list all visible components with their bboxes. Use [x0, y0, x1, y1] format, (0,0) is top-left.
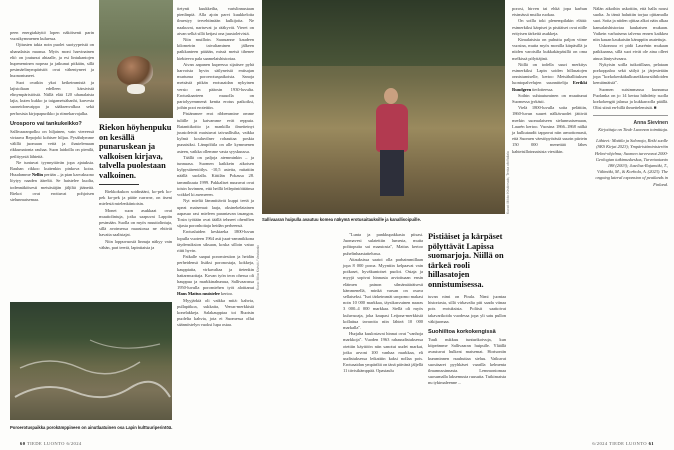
reindeer-corral-aerial-photo	[10, 302, 172, 420]
paragraph: "Lunta ja pankkupakkasia piisasi. Juomavesi sulatettiin lumesta, mutta polttopuita sai maastosta", Mattus kertoo puhelinhaastattelussa.	[343, 232, 423, 256]
paragraph: Tuuli nukkuu tunturikoivuja, kun kiipeämme Sallivaaran huipulle. Yläällä avautuvat hulkeat maisemat. Horisontin kumminnen nuuhuttaa sieluu. Vaikuvat suosäsaret pyyhkäset vaarilla kelmenta ilmamussinnasta. Lemmoniomaa suosumalla laksemusta ruusutta. Tutkimaista nu tykimaleenne ...	[428, 337, 506, 386]
text: Paikalle saapui poromiestion ja heidän perheidensä lisäksi poronostaja, kokkeja, kauppiaita, virkavaltaa ja tietenkin hattarmuottaja. Kovan työn teon ohessa oli hauppua ja markkinahumua, Sallivaarassa 1950-luvulla poromiehen työt aloittanut	[177, 254, 254, 291]
forest-edge	[262, 0, 505, 66]
magazine-name: TIEDE LUONTO	[609, 441, 648, 446]
text: Ne tuntuvat tyynnyttävän jopa ajatuksia. Rauhan rikkoo kuitenkin pinkova koira. Huudamme	[10, 159, 94, 178]
paragraph: porosi, hirven tai ehkä jopa karhun etsimässä muilia ruokaa.	[512, 6, 587, 18]
paragraph: Niin loppuvuosiä linnuja näkyy vain vähän, pari teeriä, lapintiaisia ja	[99, 238, 172, 250]
page-number: 61	[648, 441, 654, 446]
left-column-2	[99, 189, 172, 251]
woman-in-bog-photo	[262, 0, 505, 214]
right-column-c-part2	[593, 6, 668, 188]
text: Suomen suisimmassa kunnassa Puolanka on jo 14 kertaa hiihdetty suolla korkokengät jalassa ja kukkaroolla päällä. Olisi siinä en-hillä ihmettelemistä.	[593, 86, 668, 111]
right-footer	[592, 441, 654, 446]
paragraph: Riekkokukon soidinääni, ko-pek ko-pek ko-pek ja pääte rurrrrrrr, on itseni mielestä mielenkiintoisin.	[99, 189, 172, 207]
bottom-photo-caption: Poroerotuspaikka porokämppineen on ainutlaatuinen osa Lapin kulttuuriperintöä.	[10, 425, 173, 430]
paragraph: Niin muilloin. Saaruanne kaudeen kilometrin taivaltaminen jälkeen paikkanteen pääään, missä metsä tihenee kiekteeva pala saamelaishistoriaa.	[177, 37, 254, 61]
right-column-c-part1	[512, 6, 587, 155]
paragraph: Pistämmee erot ribbemmine omme tuliille ja katvamme evät reppuia. Ratanttikoitto ja mankilla ilmeiteinyt juustoleivät maistuvat taivaallisilta, vaikka kylmä kouluvilner rohauttaa poskia punaisiksi. Lämpöltila on alle kymmenen asteen, vaikka ollemme vasta syyskuussa.	[177, 111, 254, 154]
ptarmigan-bird	[117, 56, 153, 86]
paragraph: On soilla toki plenempilakin eläitä: esimerkiksi kärpiset ja pistiäiset ovat niille erityisen tärkeitä asukkeja.	[512, 18, 587, 36]
photo-credit: Kuva: Mika Kivistö / Vastavalo	[256, 244, 260, 290]
author-name: Anna Sievinen	[633, 120, 668, 127]
sources: Lähteet: Mattila ja Salonoja, Retki suolle (SKS Kirjat 2023); Ympäristöministeriön Helmi-ohjelma; Suomen turvevarat 2000-Geologian tutkimuskeskus, Turvetuotanto 188 (2003); Juselius-Rajamäki, T., Välimäki, M., & Korhola, A. (2023). The ongoing lateral expansion of peatlands in Finland.	[594, 138, 668, 187]
paragraph: Nälän aikoihin uskottiin, että halla nousi suolta. Ja tämä haluttiin torjua ojittamalla suot. Soita ja niiden ojittaa alkoi näin alkaa kansalaishistoriaa kaukaisen mukaan. Vaikein varhaisena talvena ennen kaikkea niin kauan kaukaisiin kämppiin asutettuja.	[593, 6, 668, 43]
paragraph: Soihin suhtautuminen on muuttunut Suomessa jyrkästi.	[512, 92, 587, 105]
name: Eerikki Rundgren	[512, 80, 587, 92]
paragraph: Nyt mieliä lämmittävät kuppi teetä ja upeat maisemat: laaja, oksinekelatainen aapasuo rasi mieleen parantavan tasangon. Tosin työtään ovat täällä tehneet ohenffien sijasta poronhoitaja heidän perheensä.	[177, 198, 254, 229]
pull-quote: Pistiäiset ja kärpäset pölyttävät Lapissa suomarjoja. Niillä on tärkeä rooli hillasatojen onnistumisessa.	[428, 232, 504, 289]
text: Niillä on todella suuri merkitys esimerkiksi Lapin soiden hillasatojen onnistumiselle, kertoo Metsähallituksen luontopalvelujen suunnittelija	[512, 61, 587, 86]
text: perään – ja pian karvakuono löytyy naaden ääreltä. Se haistelee kuolta, todennäköisesti metsästäjän jäljiltä jääneitä. Riekot ovat erottuvat pohjoisen sielunmaisemaa.	[10, 172, 94, 203]
paragraph: tuvan nimi on Pirala. Nimi juontaa historiasta, sillä virkavalta piti saada viinaa pois erotuksista. Poliisit saattoivat takavarikoida vuodessa jopa yli satu pullon väkijuomaa.	[428, 294, 506, 324]
divider	[99, 184, 139, 185]
paragraph: Monet suon asukkaat ovat muuttolintuja, jotka saapuvat Lappiin pesimään. Suolla on myös muuttolintuja, sillä avoimessa maastossa ne ehtivät havaita saalistajat.	[99, 207, 172, 238]
paragraph	[512, 62, 587, 93]
section-heading: Suohiiltoa korkokengissä	[428, 329, 496, 336]
photo-credit: Kuvat: Mikko Kiiskinsalo, Tenka ofoVallala	[506, 151, 510, 214]
pull-quote: Riekon höyhenpuku on kesällä punaruskean ja valkoisen kirjava, talvella puolestaan valkoinen.	[99, 123, 172, 180]
divider	[593, 115, 668, 116]
paragraph: Täällä on paljoja aiemminkin – ja tunnuasa. Suomen kaikkein aikoisen kylpystärentöilys. -10,5 astetta, mitattiin näällä suolalla. Kittilän Pokassa 28. tammikuuta 1999. Pakkaliset nuuravat ovat toisin luvinnen, että heillä leilepöntöittäinsa voikkel ki asemeeen.	[177, 154, 254, 198]
corral-fences	[10, 302, 172, 420]
paragraph: Suot ovatkin ykoi keikeimmistä ja lajistoltaan edelleen kärsivistä elinympäristöistä. Niillä elää 120 uhanalaista lajia, kuten kukko ja taigametsähanhi, karvesta suoneidonvaippa ja sääksenvalkoa sekä perhosista kirjopapurikko ja riimekarvajalka.	[10, 79, 94, 116]
left-column-1	[10, 30, 94, 203]
ptarmigan-photo	[99, 0, 173, 118]
left-column-2-group	[99, 123, 172, 251]
paragraph: Nykyisin soilla tutkotillaan, pelataan porkoppaloa sekä säilyä ja järjestetään jopa "korkokenkäkulkuseikkoursiihiloiden kemiämäisiä".	[593, 61, 668, 86]
paragraph: Hurjalta kuulostavat hinnat ovat "vanhoja markkoja". Vuoden 1963 rahauudistuksessa otettiin käyttöön niin sanotut uudet markat, jotka arvoni 100 vanhaa markkaa, eli uudistuksessa leikattiin kaksi nollaa pois. Erotusaidan ympäriltä on tänä päivänä jäljellä 11 tiivisikämppää. Opastaulu	[343, 331, 423, 374]
left-footer	[20, 441, 82, 446]
page-number: 60	[20, 441, 26, 446]
right-column-b	[428, 294, 506, 387]
right-column-b-group	[428, 232, 506, 387]
right-column-a	[343, 232, 423, 375]
author-role: Kirjoittaja on Tiede Luonnon toimittaja.	[598, 126, 668, 132]
text: tiedotteessa.	[531, 86, 554, 92]
paragraph: Vielä 1800-luvulla soita pelättiin, 1860-luvun suuret nälkävuodet jättivät merkin suomalaiseen sielunmaisemaan, Laurén kertoo. Vuosina 1866–1868 nälkä ja kulkutaudit tappavat niin armottomasti, että Suomen väestöpyörästä suurin piirtein 150 000 menettää lähes kahteisilloinnaisista viestikin.	[512, 105, 587, 154]
paragraph: Kimalaisista on puhuttu paljon viime vuosina, mutta myös monilla kärpäsillä ja niiden varoisilla kukkakärpäsillä on oma melkissä pölyttäjinä.	[512, 37, 587, 61]
left-column-3	[177, 6, 254, 329]
issue: 6/2024	[592, 441, 608, 446]
paragraph: tietynti kuukkeilta, varislinnustaan pienlinpiä. Alla ajoin parvi kuukkeloita ilmestyy tervehtimään kulkijoita. Ne naakuvat, narisevat ja rääkyvät. Vieret on aivan selkä sillä ketjasi ona juustoleivistä.	[177, 6, 254, 36]
text: kertoo.	[219, 291, 234, 297]
paragraph	[593, 87, 668, 112]
paragraph	[10, 160, 94, 203]
paragraph: Aitauksissa saatoi olla parhaimmillaan jopa 8 000 poroa. Myyntiin kelpaavat vain poikaset, hyväkuntoiset puolot. Ostaja ja myyjä sopivat hinnasta arvioituaan ensin eläimen painon silmämääräisesti kämmenellä, minkä varsan on osuva sellaiseksi. "Isoi tärkeimmät uropomo makasi noin 10 000 markkaa, täysikasvuinen naaras 3 000–4 000 markkaa. Siellä oli myös kuluvuoaja, joka kaupasi Leijona-merkkisiä kollattua tavaroita niin lähteä 10 000 markalla".	[343, 256, 423, 331]
end-mark: ■	[653, 105, 657, 111]
issue: 6/2024	[66, 441, 82, 446]
magazine-name: TIEDE LUONTO	[26, 441, 65, 446]
photo-caption: Sallivaaran huipulla avautuu komea näkymä erotusaitauksille ja kanallisoipuille.	[262, 217, 421, 222]
paragraph: Erotusluiden keskiaeka 1800-luvun lopulla vuoteen 1964 asti juuri-rammikkona täydensiksion siksaan, koska silloin vaiuo riitti hyvin.	[177, 229, 254, 253]
section-heading: Urosporo vai tankukeikko?	[10, 120, 82, 127]
paragraph: Uskonnoa ei pidä Laurénin mukaan paikkaansa, sillä suot eivät ole aina olleet ainoa läntyvävaara.	[593, 43, 668, 61]
ptarmigan-feet	[127, 84, 145, 94]
paragraph: peen energiakäyttö lopen näköisenti parin vuosikymmenen kuluessa.	[10, 30, 94, 42]
paragraph	[177, 254, 254, 297]
name: Hans Mattus muistelee	[177, 291, 220, 297]
name: Nellin	[31, 172, 43, 178]
paragraph: Myyjärkiä oli vaikka mitä: kahvia, pullapitkoa, sukkaita, Venus-merkkisiä konelakkeja. Salakauppiaa toi Ruotsin puolelta kahvia, jota ei Suomessa ollut säännöstelyn vuoksi lupa ostaa.	[177, 297, 254, 328]
paragraph: Sallivaaranpolku on hiljainen, vain viereessä virtaava Repojoki kohisee hiljaa. Pysähdymme välillä juomaan vettä ja ihastelemaan rikkumatonta rauhaa. Suon laidoilla on pienilä, peilityyniä lähteitä.	[10, 128, 94, 159]
paragraph: Aivan aapanen kupeessa sijaitsee pyhä harvoista hyvin säilyneistä entisajan murtuma poroerotuspaikoista. Sanoja metsästä pitkän erotusaidan nykyinen versio on pääosin 1930-luvulta. Erotuskaarteen muuolla on pariolyyemmenä kentta erotus paikoiksi, joihin poot erotettiin.	[177, 61, 254, 111]
person	[372, 88, 412, 198]
paragraph: Ojitusten takia noin puolet suotyypeistä on uhanalaisia maassa. Myös moni harvinainen eliö on joutunut ahtaalle, ja esi lintukantojen hupeneminen nopeaa ja jatkunut pitkään, sillä pesimäelinympäristöt ovat vähentyneet ja huonontuneet.	[10, 42, 94, 79]
